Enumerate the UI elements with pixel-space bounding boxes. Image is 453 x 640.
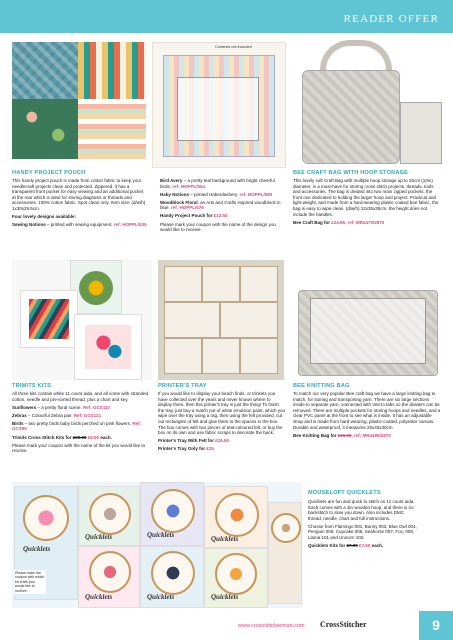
quicklet-brand-5: Quicklets — [85, 593, 113, 601]
pouch-coupon-note: Please mark your coupon with the name of the design you would like to receive. — [160, 221, 276, 233]
tray-cell-4 — [164, 302, 220, 338]
trimits-coupon-note: Please mark your coupon with the name of the kit you would like to receive. — [12, 442, 146, 454]
trimits-item-1: Sunflowers – a pretty floral scene. Ref: GCS117 — [12, 404, 111, 410]
llama-hoop — [271, 513, 301, 543]
printers-tray-option-2: Printer's Tray Only for £25 — [158, 446, 214, 452]
knitting-bag-heading: BEE KNITTING BAG — [293, 383, 350, 389]
tray-cell-1 — [164, 266, 202, 302]
pouch-fabric-image-3 — [12, 99, 78, 159]
pouch-item-2: Bird Avery – a pretty teal background with bright cheerful birds. ref: HOPPL/554 — [160, 178, 275, 189]
quicklets-text — [308, 499, 418, 551]
pouch-fabric-image-4 — [78, 99, 146, 159]
cupcake-hoop — [89, 551, 131, 593]
craft-bag-body: This lovely soft Craft Bag with multiple hoop storage up to 25cm (10in) diameter, is a must-have for storing cross stitch projects, threads, tools and accessories. The bag is divided into two main zipped pockets, the front one dedicated to holding the larger hoop and project. Practical and light-weight, and made from a hard-wearing plastic coated bee fabric, the bag is easy to wipe clean. (d/w/h) 12x35x35cm, the height does not include the handles. — [293, 178, 439, 217]
pouch-fabric-image-2 — [78, 42, 146, 99]
craft-bag-price: Bee Craft Bag for £24.95, ref: MR4470/2870 — [293, 219, 385, 225]
pouch-item-3: Haby Notions – printed Haberdashery. ref: HOPPL/580 — [160, 191, 273, 197]
bag-side — [400, 102, 442, 164]
quicklet-brand-7: Quicklets — [211, 593, 239, 601]
zebra-design — [29, 299, 69, 339]
birds-design — [85, 325, 131, 369]
fox-hoop — [215, 493, 259, 537]
knitting-bag-text — [293, 391, 441, 441]
tray-cell-8 — [240, 338, 278, 374]
knitting-bag-body: To match our very popular Bee craft bag we have a large knitting bag to match, for storing and transporting yarn. There are six large sections inside to separate yarn, connected with Velcro tabs so the dividers can be removed. There are multiple pockets for storing hoops and needles, and a clear PVC panel at the front to see what is inside. It has an adjustable strap and is made from hard-wearing, plastic-coated, polyester canvas. Durable and waterproof, it measures 25x40x30cm. — [293, 391, 441, 430]
owl-hoop — [151, 489, 195, 533]
trimits-body: All three kits contain white 11 count aida, and all come with stranded cotton, needle and pre-sorted thread, plus a chart and key. — [12, 391, 148, 402]
quicklet-brand-6: Quicklets — [147, 593, 175, 601]
quicklet-brand-4: Quicklets — [211, 535, 239, 543]
seahorse-hoop — [215, 553, 257, 595]
craft-bag-heading: BEE CRAFT BAG WITH HOOP STORAGE — [293, 170, 409, 176]
quicklet-brand-3: Quicklets — [147, 531, 175, 539]
quicklets-choose: Choose from Flamingo 001, Bunny 003, Blue Owl 004, Penguin 005, Cupcake 006, Seahorse 007, Fox, 008, Llama 101 and Unicorn 102. — [308, 523, 417, 541]
tray-cell-3 — [240, 266, 278, 302]
page-number: 9 — [419, 611, 453, 640]
quicklet-card-seahorse — [204, 548, 268, 608]
quicklet-card-bunny — [78, 486, 140, 546]
printers-tray-text — [158, 391, 285, 454]
pouch-price: Handy Project Pouch for £12.50 — [160, 213, 228, 219]
pouch-item-4: Woodblock Floral, an Arts and Crafts inspired woodblock in blue. ref: HOPPL/576 — [160, 199, 281, 211]
trimits-item-3: Birds – two pretty birds baby birds perched on pink flowers. Ref: GCS95 — [12, 420, 142, 432]
printers-tray-body: If you would like to display your beach finds, or trinkets you have collected over the years and never known where to display them, then this printer's tray is just the thing! To finish the tray, just buy a match pot of white emulsion paint, which you wipe over the tray using a rag, then using the felt provided, cut out rectangles of felt and glue them to the spaces in the box. The box comes with two pieces of teal-coloured felt, or buy the box on its own and use fabric scraps to decorate the back. — [158, 391, 285, 436]
penguin-hoop — [151, 551, 195, 595]
bee-knitting-bag-image — [292, 262, 442, 377]
tray-cell-2 — [202, 266, 240, 302]
quicklet-brand-1: Quicklets — [23, 545, 51, 553]
printers-tray-heading: PRINTER'S TRAY — [158, 383, 207, 389]
quicklet-card-cupcake — [78, 546, 140, 608]
header-band — [0, 0, 453, 33]
quicklets-image — [12, 482, 302, 608]
knitting-bag-dividers — [310, 298, 426, 364]
flamingo-hoop — [23, 495, 69, 541]
pouch-heading: HANDY PROJECT POUCH — [12, 170, 86, 176]
trimits-text — [12, 391, 152, 456]
bee-craft-bag-image — [292, 40, 442, 165]
pouch-text-col1 — [12, 178, 147, 230]
knitting-bag-price: Bee Knitting Bag for £31.50, ref: MR4495/2870 — [293, 432, 391, 438]
section-title: READER OFFER — [343, 13, 439, 25]
quicklets-coupon-note: Please mark the coupon with which kit a kits you would like to receive. — [15, 571, 45, 593]
sunflower-design — [79, 271, 113, 305]
pouch-body: This handy project pouch is made from cotton fabric to keep your needlecraft projects clean and protected. Zippered, it has a transparent front pocket for easy viewing and an additional pocket at the rear which is ideal for storing diagrams or threads and accessories. 100% cotton fabric. Spot clean only. Item size: (d/w/h) 1x30x29.5cm. — [12, 178, 146, 211]
printers-tray-image — [158, 260, 284, 380]
pouch-fabric-image-1 — [12, 42, 78, 99]
quicklet-card-penguin — [140, 546, 204, 608]
trimits-price: Trimits Cross Stitch Kits for £30.00 £8.50 each. — [12, 434, 112, 440]
quicklets-price: Quicklets Kits for £7.99 £7.50 each. — [308, 543, 384, 549]
trimits-kits-image — [12, 260, 152, 380]
quicklets-body: Quicklets are fun and quick to stitch on 11 count aida. Each comes with a 3in wooden hoop, and there is no backstitch to slow you down. Also includes DMC thread, needle, chart and full instructions. — [308, 499, 415, 521]
footer-brand: CrossStitcher — [320, 620, 367, 629]
bag-body — [302, 70, 400, 164]
quicklet-card-owl — [140, 482, 204, 546]
trimits-heading: TRIMITS KITS — [12, 383, 52, 389]
bunny-hoop — [89, 493, 131, 535]
craft-bag-text — [293, 178, 441, 228]
printers-tray-option-1: Printer's Tray With Felt for £26.50 — [158, 438, 230, 444]
project-pouch-image — [152, 42, 286, 168]
trimits-kit-birds — [74, 314, 142, 380]
trimits-kit-zebras — [20, 290, 78, 348]
quicklet-card-llama — [268, 502, 302, 604]
quicklets-heading: MOUSELOFT QUICKLETS — [308, 490, 381, 496]
pouch-item-1: Sewing Notions – printed with sewing equipment. ref: HOPPL/535 — [12, 222, 147, 228]
pouch-pocket — [177, 77, 259, 141]
tray-cell-6 — [164, 338, 202, 374]
trimits-item-2: Zebras – Colourful Zebra pair. Ref: GCS121 — [12, 412, 102, 418]
pouch-text-col2 — [160, 178, 285, 235]
tray-cell-5 — [220, 302, 278, 338]
pouch-image-label: Contents not included — [215, 45, 252, 49]
pouch-designs-intro: Four lovely designs available: — [12, 214, 77, 220]
tray-cell-7 — [202, 338, 240, 374]
quicklet-card-fox — [204, 486, 268, 548]
footer-url[interactable]: www.crossstitcherman.com — [238, 623, 305, 629]
quicklet-brand-2: Quicklets — [85, 533, 113, 541]
